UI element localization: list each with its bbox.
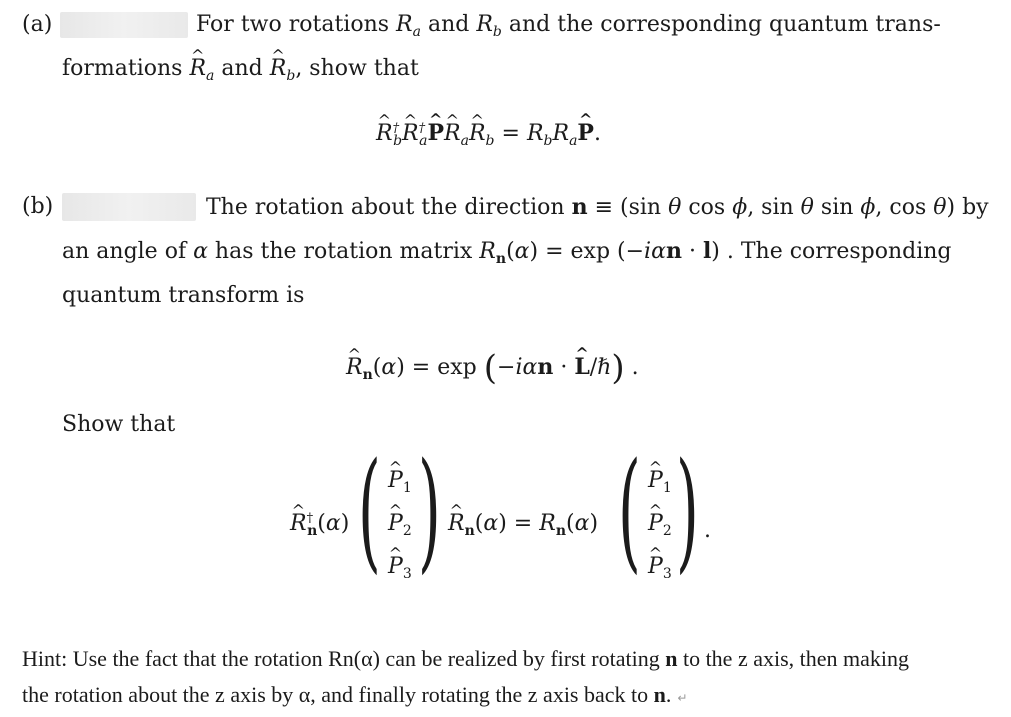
left-vector-close-paren: ) <box>418 434 441 586</box>
left-vector-open-paren: ( <box>358 434 381 586</box>
right-vector-p1: P $\^{}_1$ <box>648 470 672 492</box>
part-b-equation: R $\^{}_n(\alpha) = \exp (-i\alpha n \cdot L$ ^/ℏ) . <box>346 346 639 380</box>
right-vector-p3: P $\^{}_3$ <box>648 556 672 578</box>
left-vector-p3: P $\^{}_3$ <box>388 556 412 578</box>
show-that-label: Show that <box>62 412 176 437</box>
redacted-block-b <box>62 193 196 221</box>
left-vector-p2: P $\^{}_2$ <box>388 513 412 535</box>
matrix-eq-left: R $\^{}^\dagger_n(\alpha)$ <box>290 513 349 535</box>
paragraph-mark-icon: ↵ <box>677 691 688 705</box>
hint-line1: Hint: Use the fact that the rotation Rn(α) can be realized by first rotating n to the z axis, then making <box>22 646 910 671</box>
hint-line2: the rotation about the z axis by α, and finally rotating the z axis back to n. ↵ <box>22 682 688 707</box>
part-a-label: (a) <box>22 12 53 37</box>
matrix-eq-mid: R $\^{}_n(\alpha) = R_n(\alpha)$ <box>448 513 598 535</box>
part-a-line1: For two rotations $R_a$ and $R_b$ and the corresponding quantum trans- <box>196 12 941 40</box>
right-vector-open-paren: ( <box>618 434 641 586</box>
right-vector-p2: P $\^{}_2$ <box>648 513 672 535</box>
right-vector-close-paren: ) <box>676 434 699 586</box>
part-b-label: (b) <box>22 194 54 219</box>
part-a-equation: R $\^{}^\dagger_bR$ $\^{}^\dagger_aP$ ^R $\^{}_aR$ $\^{}_b = R_bR_aP$ ^. <box>376 122 601 145</box>
part-b-line2: an angle of α has the rotation matrix $R_n(\alpha) = \exp (-i\alpha n \cdot l)$ . The corresponding <box>62 238 952 267</box>
part-b-line3: quantum transform is <box>62 283 305 308</box>
part-b-line1: The rotation about the direction n ≡ (sin θ cos ϕ, sin θ sin ϕ, cos θ) by <box>206 194 989 220</box>
left-vector-p1: P $\^{}_1$ <box>388 470 412 492</box>
part-a-line2: formations R $\^{}_a$ and R $\^{}_b$, show that <box>62 58 419 80</box>
matrix-eq-trailing-period: . <box>704 518 711 543</box>
redacted-block-a <box>60 12 188 38</box>
